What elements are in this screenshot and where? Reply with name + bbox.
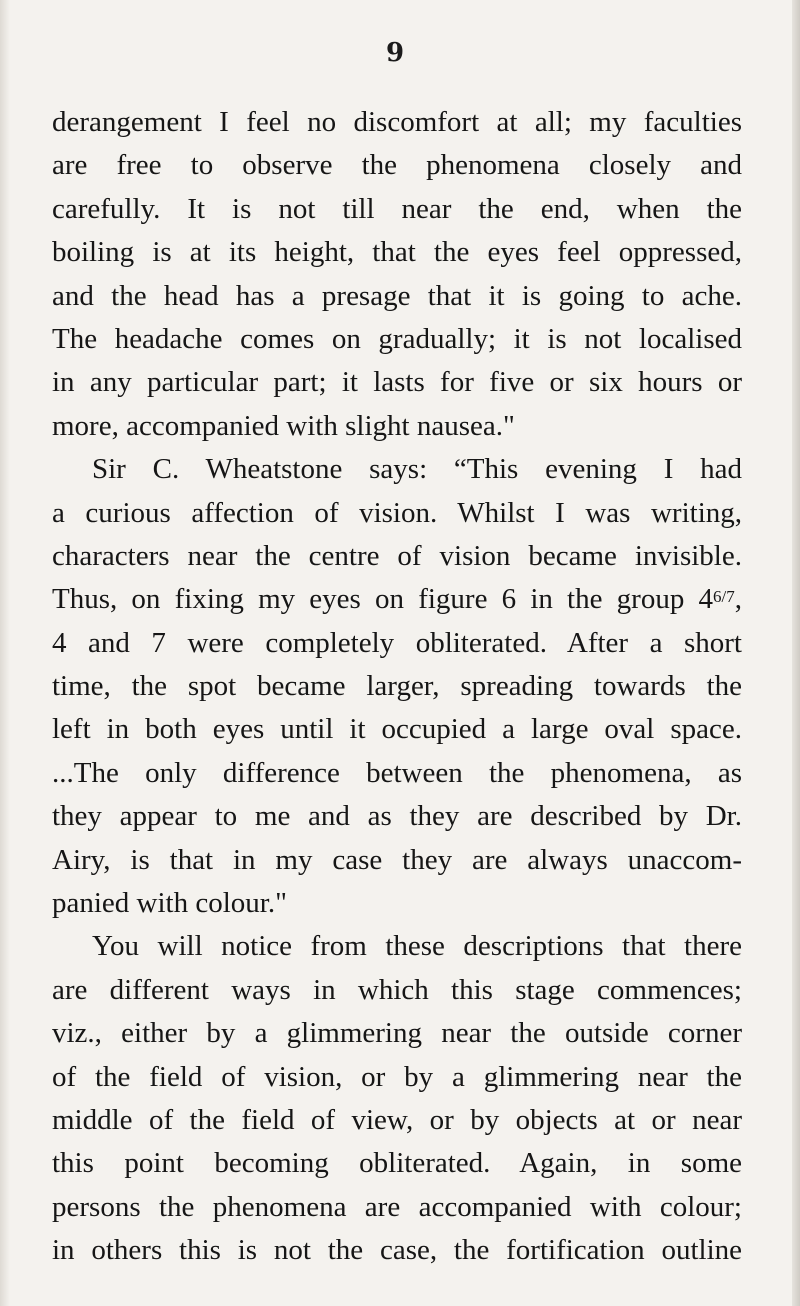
page-number: 9 [385, 38, 405, 68]
inline-fraction: 6/7 [713, 587, 735, 607]
text-line: a curious affection of vision. Whilst I was writing, [52, 496, 742, 529]
page-left-edge [0, 0, 10, 1306]
body-text [52, 101, 742, 1273]
text-line: The headache comes on gradually; it is not localised [52, 322, 742, 355]
text-line: panied with colour." [52, 887, 287, 920]
text-line: derangement I feel no discomfort at all; my faculties [52, 106, 742, 138]
text-line: boiling is at its height, that the eyes feel oppressed, [52, 236, 742, 269]
text-line: viz., either by a glimmering near the outside corner [52, 1017, 742, 1050]
text-line: characters near the centre of vision became invisible. [52, 539, 742, 572]
text-line: are free to observe the phenomena closely and [52, 149, 742, 182]
text-line-content: Thus, on fixing my eyes on figure 6 in the group 4 [52, 583, 714, 616]
text-line: in others this is not the case, the fortification outline [52, 1234, 742, 1267]
text-line: they appear to me and as they are described by Dr. [52, 800, 742, 833]
text-line: in any particular part; it lasts for five or six hours or [52, 366, 742, 399]
text-line: ...The only difference between the phenomena, as [52, 756, 742, 789]
text-line: middle of the field of view, or by objects at or near [52, 1103, 742, 1136]
text-line: 4 and 7 were completely obliterated. After a short [52, 626, 742, 659]
text-line: Sir C. Wheatstone says: “This evening I had [92, 453, 742, 486]
text-line: left in both eyes until it occupied a large oval space. [52, 713, 742, 746]
text-line: time, the spot became larger, spreading towards the [52, 670, 742, 703]
text-line: Airy, is that in my case they are always unaccom- [52, 843, 742, 876]
text-line-suffix: , [734, 583, 742, 616]
text-line: this point becoming obliterated. Again, in some [52, 1147, 742, 1180]
text-line: You will notice from these descriptions that there [92, 930, 742, 963]
text-line: more, accompanied with slight nausea." [52, 409, 515, 442]
text-line [52, 578, 742, 621]
text-line: of the field of vision, or by a glimmering near the [52, 1060, 742, 1093]
text-line: are different ways in which this stage commences; [52, 973, 742, 1006]
text-line: persons the phenomena are accompanied with colour; [52, 1190, 742, 1223]
text-line: carefully. It is not till near the end, when the [52, 192, 742, 225]
text-line: and the head has a presage that it is going to ache. [52, 279, 742, 312]
page-right-edge [792, 0, 800, 1306]
